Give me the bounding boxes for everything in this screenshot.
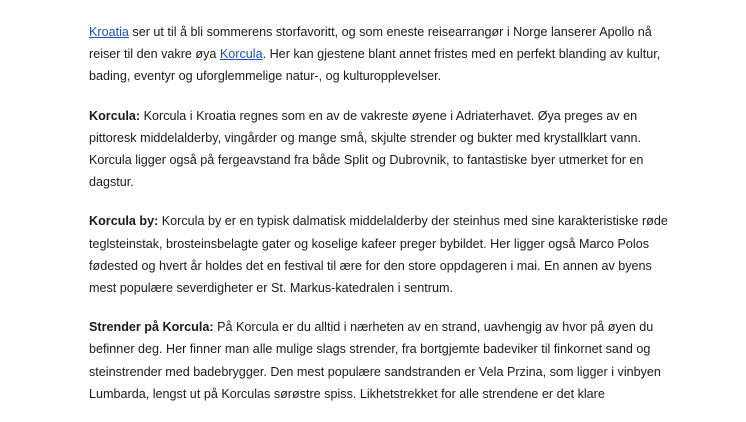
section-heading-korcula: Korcula: <box>89 108 141 123</box>
section-korcula-by <box>89 210 669 299</box>
section-strender <box>89 316 669 405</box>
section-text-korcula: Korcula i Kroatia regnes som en av de vakreste øyene i Adriaterhavet. Øya preges av en pittoresk middelalderby, vingårder og mange små, skjulte strender og bukter med krystallklart vann. Korcula ligger også på fergeavstand fra både Split og Dubrovnik, to fantastiske byer utmerket for en dagstur. <box>89 108 644 190</box>
section-korcula <box>89 105 669 194</box>
intro-text-1: ser ut til å bli sommerens storfavoritt, og som eneste reisearrangør i Norge lanserer Apollo nå reiser til den vakre øya <box>89 25 652 62</box>
intro-text-2: . Her kan gjestene blant annet fristes med en perfekt blanding av kultur, bading, eventyr og uforglemmelige natur-, og kulturopplevelser. <box>89 47 661 84</box>
link-korcula[interactable]: Korcula <box>219 47 263 62</box>
section-heading-korcula-by: Korcula by: <box>89 214 159 229</box>
document-body <box>89 21 669 422</box>
section-text-strender: På Korcula er du alltid i nærheten av en strand, uavhengig av hvor på øyen du befinner deg. Her finner man alle mulige slags strender, fra bortgjemte badeviker til finkornet sand og steinstrender med badebrygger. Den mest populære sandstranden er Vela Przina, som ligger i vinbyen Lumbarda, lengst ut på Korculas sørøstre spiss. Likhetstrekket for alle strendene er det klare <box>89 320 661 401</box>
section-text-korcula-by: Korcula by er en typisk dalmatisk middelalderby der steinhus med sine karakteristiske røde teglsteinstak, brosteinsbelagte gater og koselige kafeer preger bybildet. Her ligger også Marco Polos fødested og hvert år holdes det en festival til ære for den store oppdageren i mai. En annen av byens mest populære severdigheter er St. Markus-katedralen i sentrum. <box>89 214 668 296</box>
link-kroatia[interactable]: Kroatia <box>89 25 129 39</box>
intro-paragraph <box>89 21 669 88</box>
section-heading-strender: Strender på Korcula: <box>89 320 214 335</box>
